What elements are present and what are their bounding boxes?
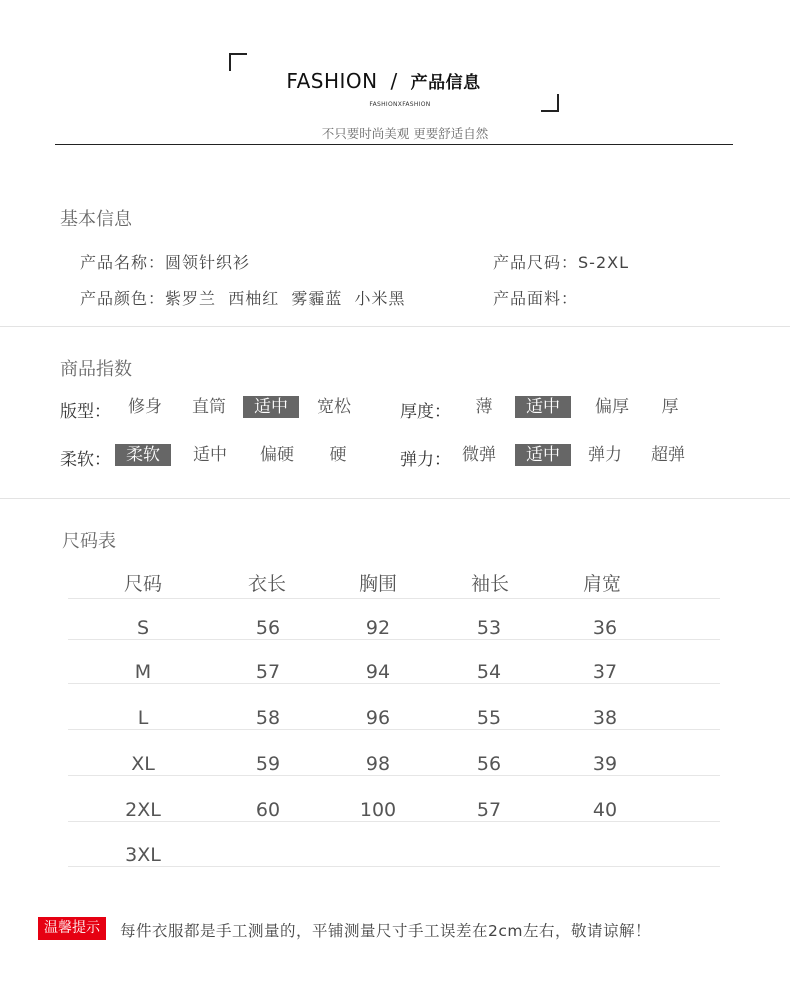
softness-option: 硬 (329, 445, 347, 465)
table-cell: 60 (255, 799, 281, 821)
table-cell: 94 (365, 661, 391, 683)
fit-label: 版型： (60, 402, 111, 422)
thickness-label: 厚度： (400, 402, 451, 422)
table-row-divider (68, 639, 720, 640)
table-cell: 100 (359, 799, 397, 821)
table-cell: 3XL (125, 844, 161, 866)
title-zh: 产品信息 (410, 73, 481, 93)
table-row-divider (68, 866, 720, 867)
size-table-title: 尺码表 (62, 531, 116, 552)
product-index-title: 商品指数 (60, 359, 132, 380)
table-row-divider (68, 729, 720, 730)
header-subtitle: FASHIONXFASHION (369, 101, 431, 108)
table-header-cell: 胸围 (358, 573, 397, 595)
table-row-divider (68, 683, 720, 684)
title-en: FASHION (286, 69, 378, 93)
table-cell: 38 (592, 707, 618, 729)
fit-option: 直筒 (192, 397, 226, 417)
header-tagline: 不只要时尚美观 更要舒适自然 (321, 126, 489, 141)
product-color-row (80, 286, 406, 309)
product-color-value: 紫罗兰 西柚红 雾霾蓝 小米黑 (165, 289, 406, 308)
table-cell: 2XL (125, 799, 161, 821)
thickness-option: 薄 (475, 397, 493, 417)
table-cell: L (137, 707, 149, 729)
product-color-label: 产品颜色： (80, 289, 166, 308)
table-header-cell: 肩宽 (582, 573, 621, 595)
product-fabric-row (493, 286, 578, 309)
corner-bracket-bottom-right (541, 94, 559, 112)
elasticity-option: 弹力 (588, 445, 622, 465)
header-divider (55, 144, 733, 145)
fit-option-selected: 适中 (243, 396, 299, 418)
basic-info-title: 基本信息 (60, 209, 132, 230)
softness-option-selected: 柔软 (115, 444, 171, 466)
section-divider (0, 498, 790, 499)
page-title (0, 68, 767, 93)
table-cell: S (136, 617, 150, 639)
table-cell: 39 (592, 753, 618, 775)
table-cell: 36 (592, 617, 618, 639)
table-cell: 37 (592, 661, 618, 683)
product-name-value: 圆领针织衫 (165, 253, 251, 272)
section-divider (0, 326, 790, 327)
table-cell: 56 (476, 753, 502, 775)
elasticity-option: 超弹 (651, 445, 685, 465)
table-row-divider (68, 821, 720, 822)
table-cell: 53 (476, 617, 502, 639)
product-name-row (80, 250, 250, 273)
table-row-divider (68, 775, 720, 776)
table-cell: M (134, 661, 152, 683)
table-cell: 58 (255, 707, 281, 729)
tip-badge: 温馨提示 (38, 917, 106, 940)
table-cell: 57 (255, 661, 281, 683)
thickness-option: 偏厚 (595, 397, 629, 417)
table-row-divider (68, 598, 720, 599)
title-separator: / (390, 69, 398, 93)
product-name-label: 产品名称： (80, 253, 166, 272)
product-size-row (493, 250, 629, 273)
thickness-option: 厚 (661, 397, 679, 417)
tip-text: 每件衣服都是手工测量的，平铺测量尺寸手工误差在2cm左右，敬请谅解！ (120, 922, 651, 940)
table-header-cell: 袖长 (470, 573, 509, 595)
fit-option: 宽松 (317, 397, 351, 417)
table-cell: 98 (365, 753, 391, 775)
softness-label: 柔软： (60, 450, 111, 470)
table-cell: 92 (365, 617, 391, 639)
table-header-cell: 衣长 (247, 573, 286, 595)
table-cell: 56 (255, 617, 281, 639)
table-cell: 57 (476, 799, 502, 821)
table-cell: 40 (592, 799, 618, 821)
table-header-cell: 尺码 (123, 573, 162, 595)
table-cell: 54 (476, 661, 502, 683)
elasticity-option: 微弹 (462, 445, 496, 465)
softness-option: 偏硬 (260, 445, 294, 465)
product-size-value: S-2XL (578, 253, 629, 272)
elasticity-label: 弹力： (400, 450, 451, 470)
elasticity-option-selected: 适中 (515, 444, 571, 466)
table-cell: 55 (476, 707, 502, 729)
product-fabric-label: 产品面料： (493, 289, 579, 308)
thickness-option-selected: 适中 (515, 396, 571, 418)
softness-option: 适中 (193, 445, 227, 465)
product-size-label: 产品尺码： (493, 253, 579, 272)
fit-option: 修身 (128, 397, 162, 417)
table-cell: XL (131, 753, 155, 775)
table-cell: 96 (365, 707, 391, 729)
table-cell: 59 (255, 753, 281, 775)
